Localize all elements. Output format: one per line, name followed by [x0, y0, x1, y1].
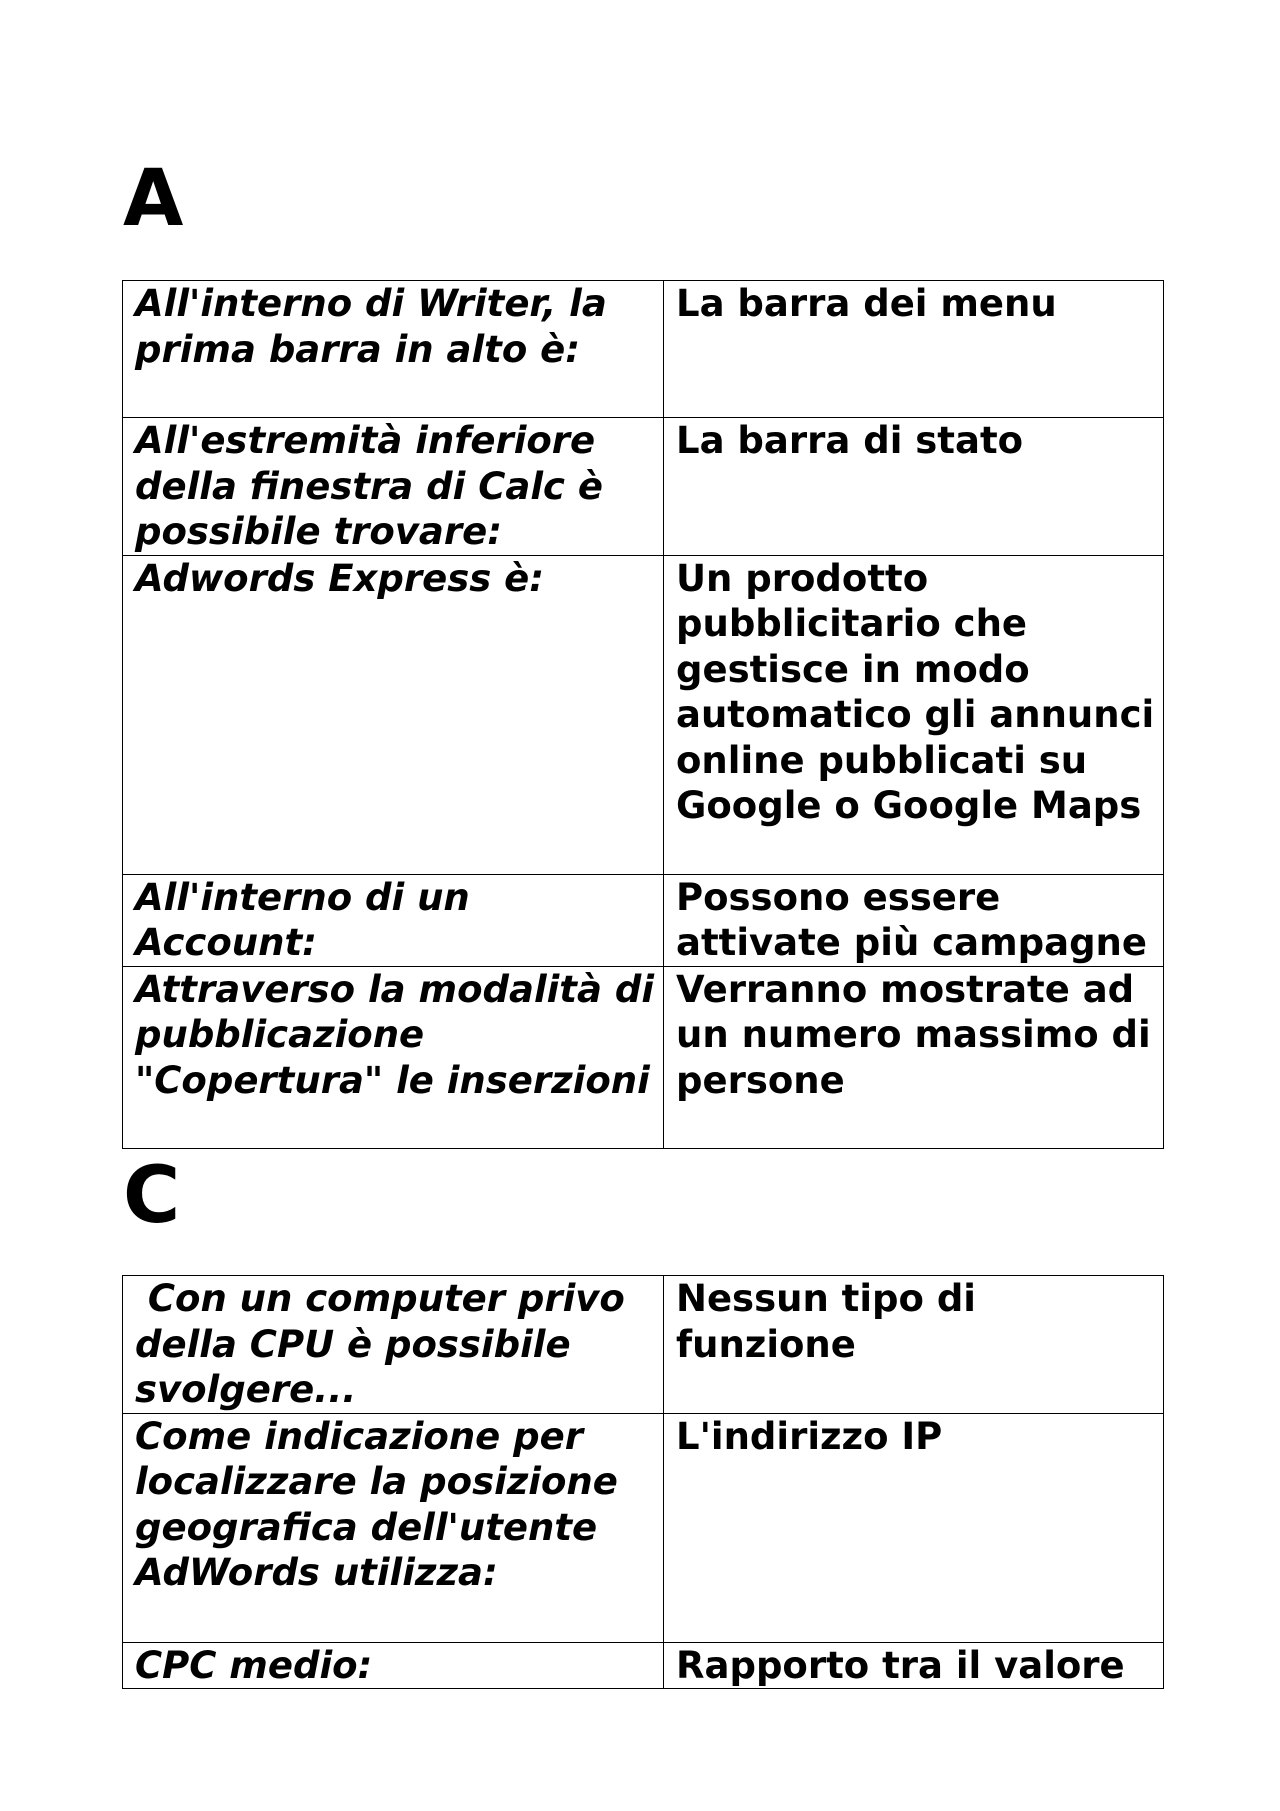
table-row	[123, 281, 1164, 418]
answer-cell: Un prodotto pubblicitario che gestisce in modo automatico gli annunci online pubblicati su Google o Google Maps	[664, 555, 1164, 874]
section-letter-a: A	[123, 154, 184, 244]
question-cell: Attraverso la modalità di pubblicazione "Copertura" le inserzioni	[123, 966, 664, 1148]
question-cell: All'interno di Writer, la prima barra in alto è:	[123, 281, 664, 418]
answer-cell: L'indirizzo IP	[664, 1413, 1164, 1642]
table-row	[123, 1413, 1164, 1642]
quiz-table-a	[122, 280, 1164, 1149]
table-row	[123, 555, 1164, 874]
table-row	[123, 418, 1164, 556]
answer-cell: Rapporto tra il valore	[664, 1642, 1164, 1689]
answer-cell: La barra dei menu	[664, 281, 1164, 418]
answer-cell: Possono essere attivate più campagne	[664, 874, 1164, 966]
question-cell: CPC medio:	[123, 1642, 664, 1689]
section-letter-c: C	[123, 1151, 181, 1241]
question-cell: Con un computer privo della CPU è possibile svolgere...	[123, 1276, 664, 1414]
question-cell: All'estremità inferiore della finestra di Calc è possibile trovare:	[123, 418, 664, 556]
table-row	[123, 1276, 1164, 1414]
table-row	[123, 1642, 1164, 1689]
table-row	[123, 874, 1164, 966]
quiz-table-c	[122, 1275, 1164, 1689]
answer-cell: Nessun tipo di funzione	[664, 1276, 1164, 1414]
question-cell: All'interno di un Account:	[123, 874, 664, 966]
answer-cell: La barra di stato	[664, 418, 1164, 556]
question-cell: Come indicazione per localizzare la posizione geografica dell'utente AdWords utilizza:	[123, 1413, 664, 1642]
table-row	[123, 966, 1164, 1148]
question-cell: Adwords Express è:	[123, 555, 664, 874]
answer-cell: Verranno mostrate ad un numero massimo di persone	[664, 966, 1164, 1148]
